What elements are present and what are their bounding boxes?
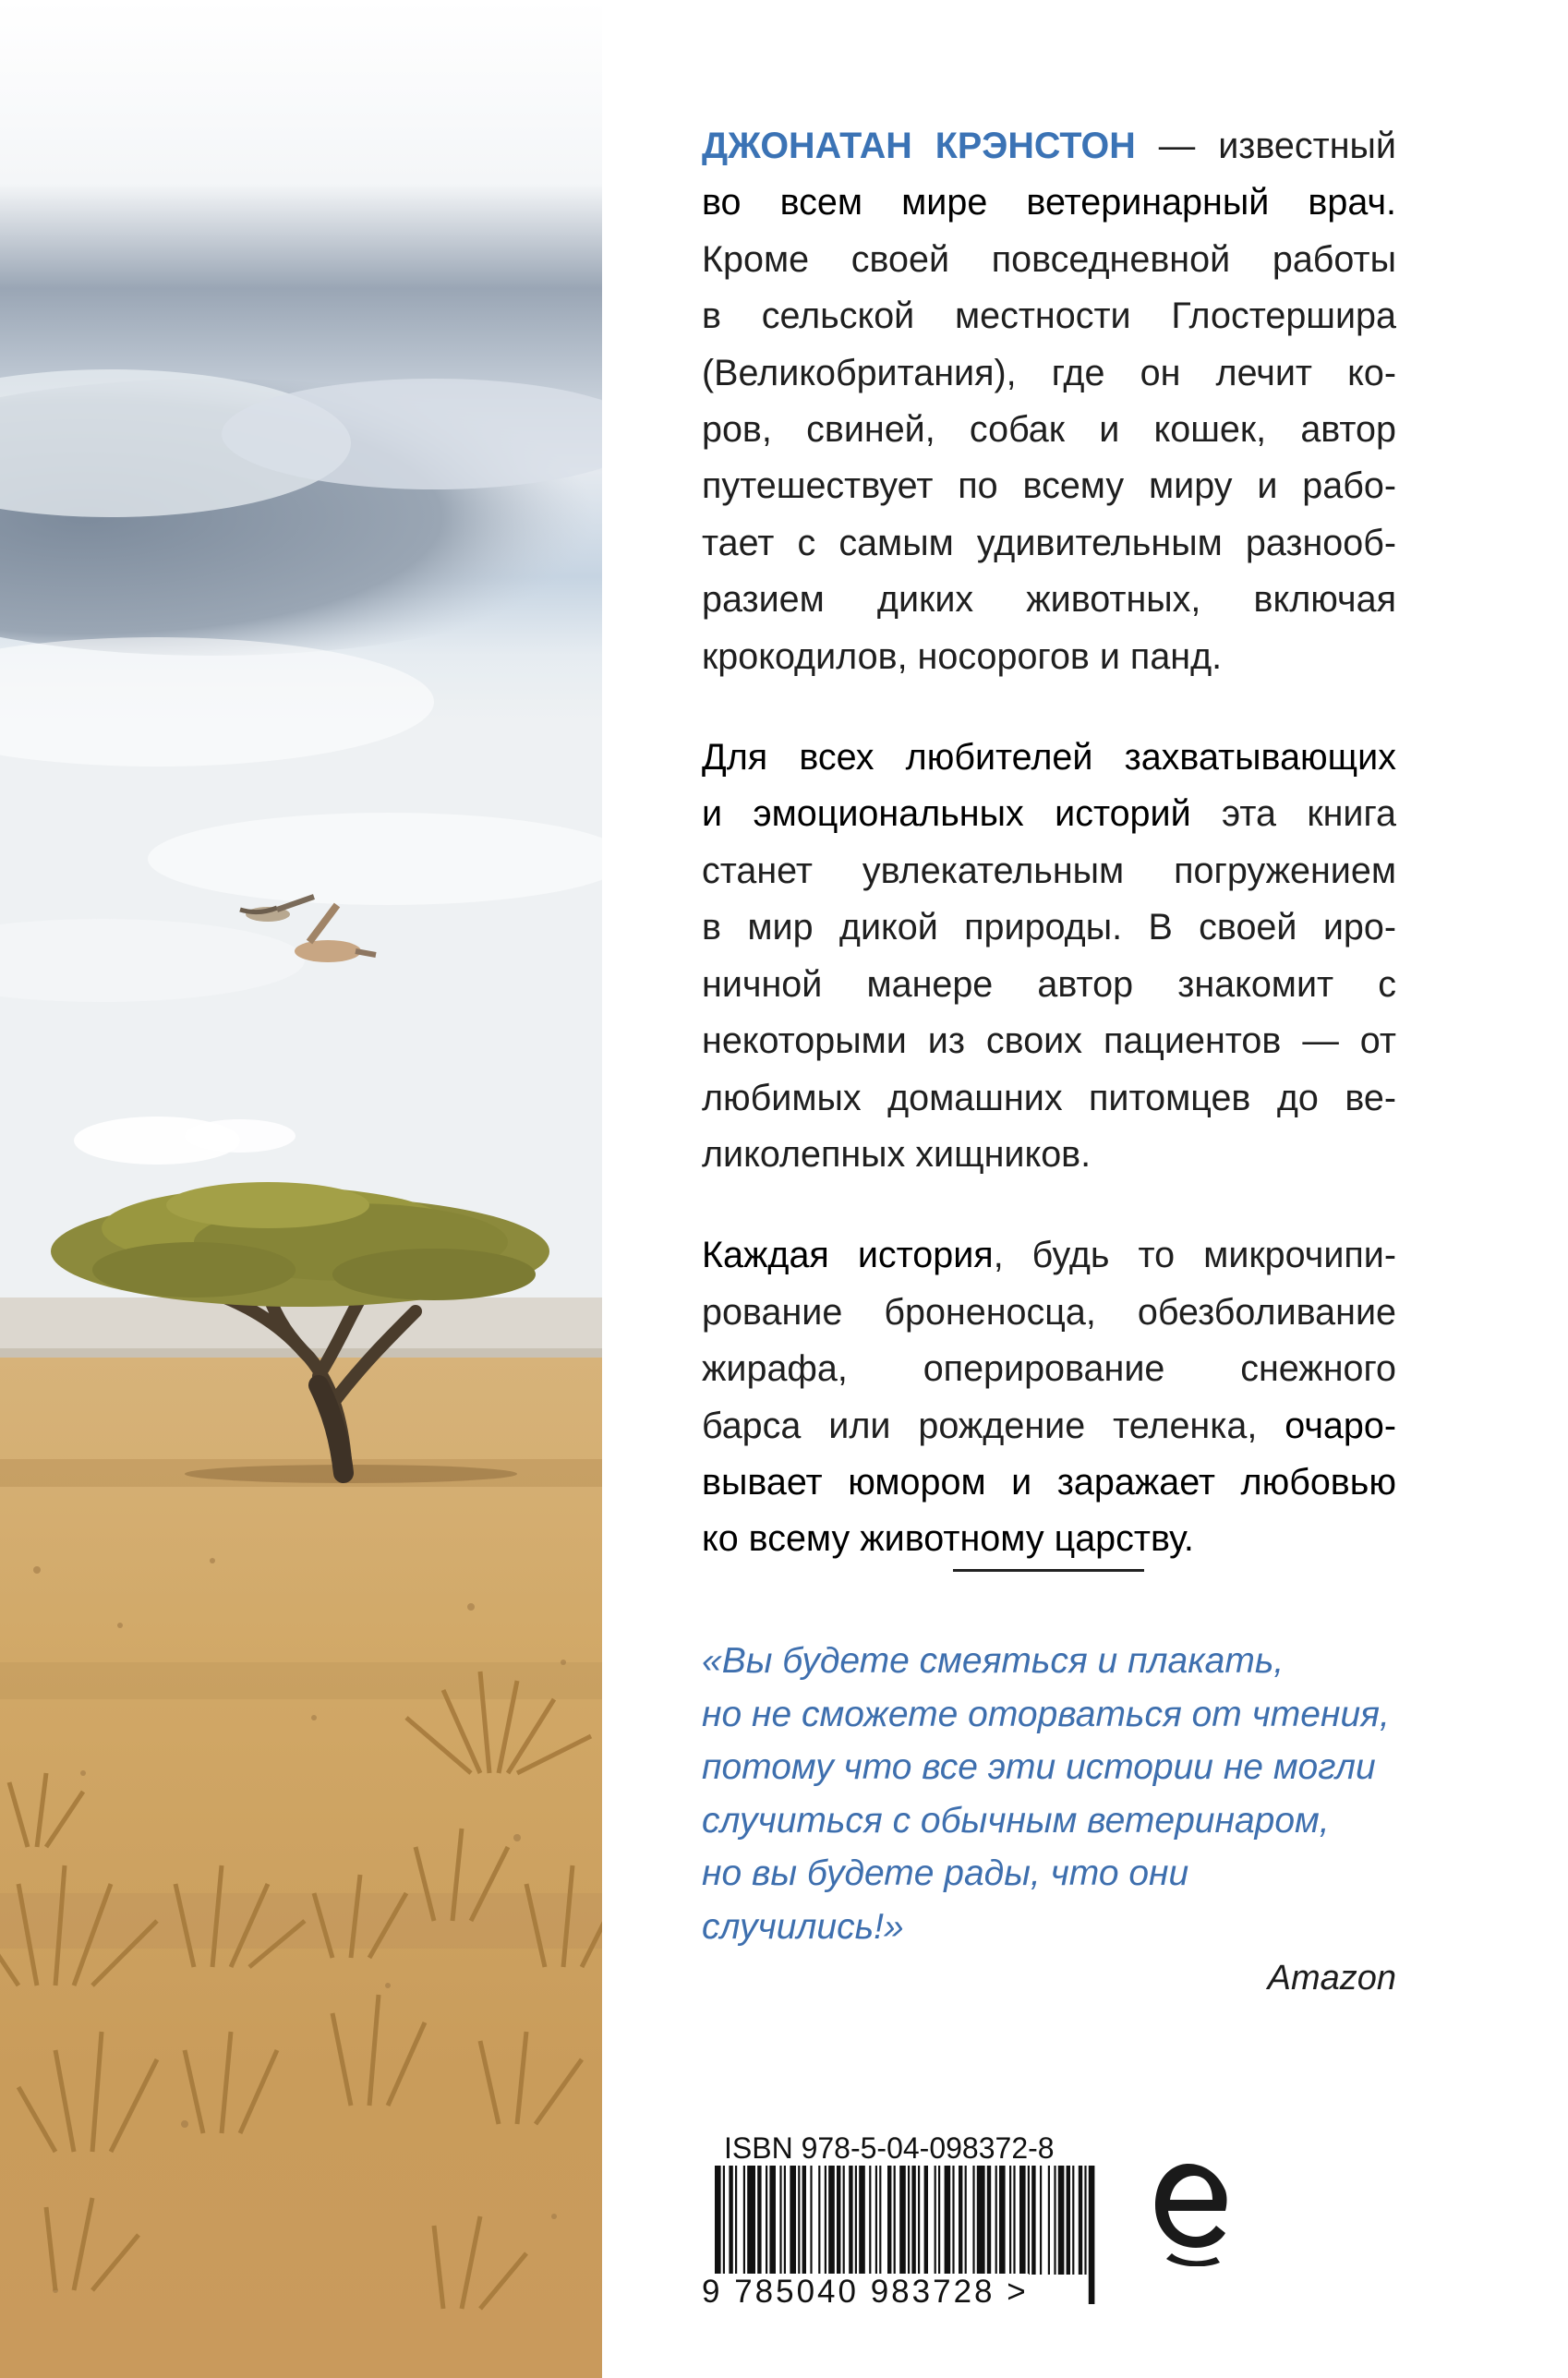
paragraph-1 [702, 118, 1396, 685]
text-span: и эмоциональных историй [702, 793, 1191, 835]
barcode-bar [779, 2166, 781, 2275]
barcode-bar [952, 2166, 954, 2275]
barcode-bar [972, 2166, 974, 2275]
barcode-bar [935, 2166, 936, 2275]
text-span: Для всех любителей захватывающих [702, 737, 1396, 779]
text-line [702, 957, 1396, 1013]
text-span: тает с самым удивительным разнооб- [702, 522, 1396, 563]
isbn-label: ISBN 978-5-04-098372-8 [724, 2131, 1055, 2165]
text-span: станет увлекательным погружением [702, 850, 1396, 891]
text-span: очаро- [1285, 1405, 1396, 1446]
barcode-bar [743, 2166, 745, 2275]
barcode-bar [1028, 2166, 1030, 2275]
barcode-bar [729, 2166, 732, 2275]
text-span: — известный [1135, 126, 1396, 166]
barcode-bar [790, 2166, 796, 2275]
text-line [702, 458, 1396, 514]
barcode-digits: 9 785040 983728 > [702, 2274, 1029, 2310]
barcode-bar [798, 2166, 800, 2275]
barcode-bar [869, 2166, 871, 2275]
barcode-bar [810, 2166, 812, 2275]
text-span: в мир дикой природы. В своей иро- [702, 907, 1396, 948]
text-line [702, 402, 1396, 458]
review-quote [702, 1635, 1404, 1954]
text-span: вывает юмором и заражает любовью [702, 1461, 1396, 1503]
text-line [702, 232, 1396, 288]
text-span: Каждая история [702, 1235, 994, 1276]
barcode-bar [747, 2166, 755, 2275]
barcode-bar [899, 2166, 906, 2275]
barcode-bar [887, 2166, 891, 2275]
barcode-bar [879, 2166, 881, 2275]
paragraph-2 [702, 730, 1396, 1183]
barcode-bar [918, 2166, 920, 2275]
quote-line: но вы будете рады, что они [702, 1853, 1189, 1894]
text-line [702, 175, 1396, 231]
barcode-bar [843, 2166, 845, 2275]
barcode-bar [1048, 2166, 1050, 2275]
text-line [702, 515, 1396, 572]
barcode-bar [784, 2166, 786, 2275]
text-line [702, 118, 1396, 175]
eksmo-e-logo-icon [1152, 2157, 1231, 2266]
text-line [702, 1285, 1396, 1341]
barcode-bar [859, 2166, 865, 2275]
barcode-bar [757, 2166, 761, 2275]
text-line [702, 572, 1396, 628]
barcode-bar [1067, 2166, 1070, 2275]
barcode-bar [995, 2166, 997, 2275]
barcode-bar [1013, 2166, 1015, 2275]
barcode-bar [825, 2166, 826, 2275]
barcode-bar [828, 2166, 835, 2275]
quote-line: случились!» [702, 1906, 904, 1947]
barcode-bar [769, 2166, 776, 2275]
barcode-bar [1009, 2166, 1011, 2275]
barcode-bar [1019, 2166, 1026, 2275]
text-span: , будь то микрочипи- [993, 1235, 1396, 1276]
text-span: эта книга [1190, 793, 1396, 835]
barcode-bar [837, 2166, 840, 2275]
barcode-bar [977, 2166, 985, 2275]
barcode-bar [766, 2166, 767, 2275]
paragraph-3 [702, 1227, 1396, 1567]
text-span: ничной манере автор знакомит с [702, 963, 1396, 1005]
barcode-bar [924, 2166, 928, 2275]
barcode-bar [1031, 2166, 1035, 2275]
barcode-bar [945, 2166, 951, 2275]
barcode-bar [818, 2166, 820, 2275]
text-span: (Великобритания), где он лечит ко- [702, 352, 1396, 393]
text-line [702, 899, 1396, 956]
text-line [702, 1455, 1396, 1511]
text-line [702, 288, 1396, 344]
barcode-bar [875, 2166, 877, 2275]
quote-source: Amazon [1267, 1959, 1396, 1998]
barcode-bar [959, 2166, 962, 2275]
barcode-bar [965, 2166, 967, 2275]
barcode-bar [1089, 2166, 1095, 2304]
text-span: путешествует по всему миру и рабо- [702, 465, 1396, 507]
barcode-bar [938, 2166, 940, 2275]
text-line [702, 843, 1396, 899]
quote-line: потому что все эти истории не могли [702, 1747, 1376, 1788]
text-span: некоторыми из своих пациентов — от [702, 1020, 1396, 1062]
barcode-bar [735, 2166, 737, 2275]
text-span: в сельской местности Глостершира [702, 296, 1396, 337]
cover-photo [0, 0, 602, 2378]
barcode-bar [1079, 2166, 1082, 2275]
text-span: разием диких животных, включая [702, 579, 1396, 621]
text-line [702, 1227, 1396, 1284]
barcode-bar [855, 2166, 857, 2275]
text-line [702, 730, 1396, 786]
text-line [702, 1013, 1396, 1069]
text-span: ров, свиней, собак и кошек, автор [702, 409, 1396, 451]
author-name: ДЖОНАТАН КРЭНСТОН [702, 126, 1136, 166]
text-span: жирафа, оперирование снежного [702, 1348, 1396, 1390]
text-line [702, 1398, 1396, 1455]
text-line [702, 1127, 1396, 1183]
text-span: ко всему животному царству. [702, 1518, 1194, 1560]
barcode-bar [987, 2166, 991, 2275]
text-line [702, 629, 1396, 685]
annotation-text [702, 118, 1396, 1568]
text-line [702, 345, 1396, 402]
text-line [702, 1341, 1396, 1397]
savanna-photo [0, 0, 602, 2378]
barcode-bar [1040, 2166, 1042, 2275]
barcode-bar [802, 2166, 806, 2275]
text-line [702, 1070, 1396, 1127]
text-span: Кроме своей повседневной работы [702, 238, 1396, 280]
quote-line: но не сможете оторваться от чтения, [702, 1694, 1390, 1734]
barcode-bar [908, 2166, 910, 2275]
text-span: любимых домашних питомцев до ве- [702, 1077, 1396, 1118]
barcode-bar [1072, 2166, 1074, 2275]
text-line [702, 786, 1396, 842]
text-span: во всем мире ветеринарный врач. [702, 182, 1396, 223]
divider-rule [953, 1569, 1144, 1572]
text-span: ликолепных хищников. [702, 1133, 1092, 1175]
text-span: крокодилов, носорогов и панд. [702, 635, 1223, 677]
barcode-bar [999, 2166, 1006, 2275]
barcode-bar [1084, 2166, 1086, 2275]
text-span: барса или рождение теленка, [702, 1405, 1285, 1446]
barcode-bar [894, 2166, 896, 2275]
barcode-bar [1058, 2166, 1065, 2275]
text-span: рование броненосца, обезболивание [702, 1291, 1396, 1333]
text-line [702, 1511, 1396, 1567]
barcode-bar [1054, 2166, 1055, 2275]
barcode-bar [849, 2166, 852, 2275]
quote-line: случиться с обычным ветеринаром, [702, 1800, 1330, 1841]
quote-line: «Вы будете смеяться и плакать, [702, 1641, 1285, 1681]
